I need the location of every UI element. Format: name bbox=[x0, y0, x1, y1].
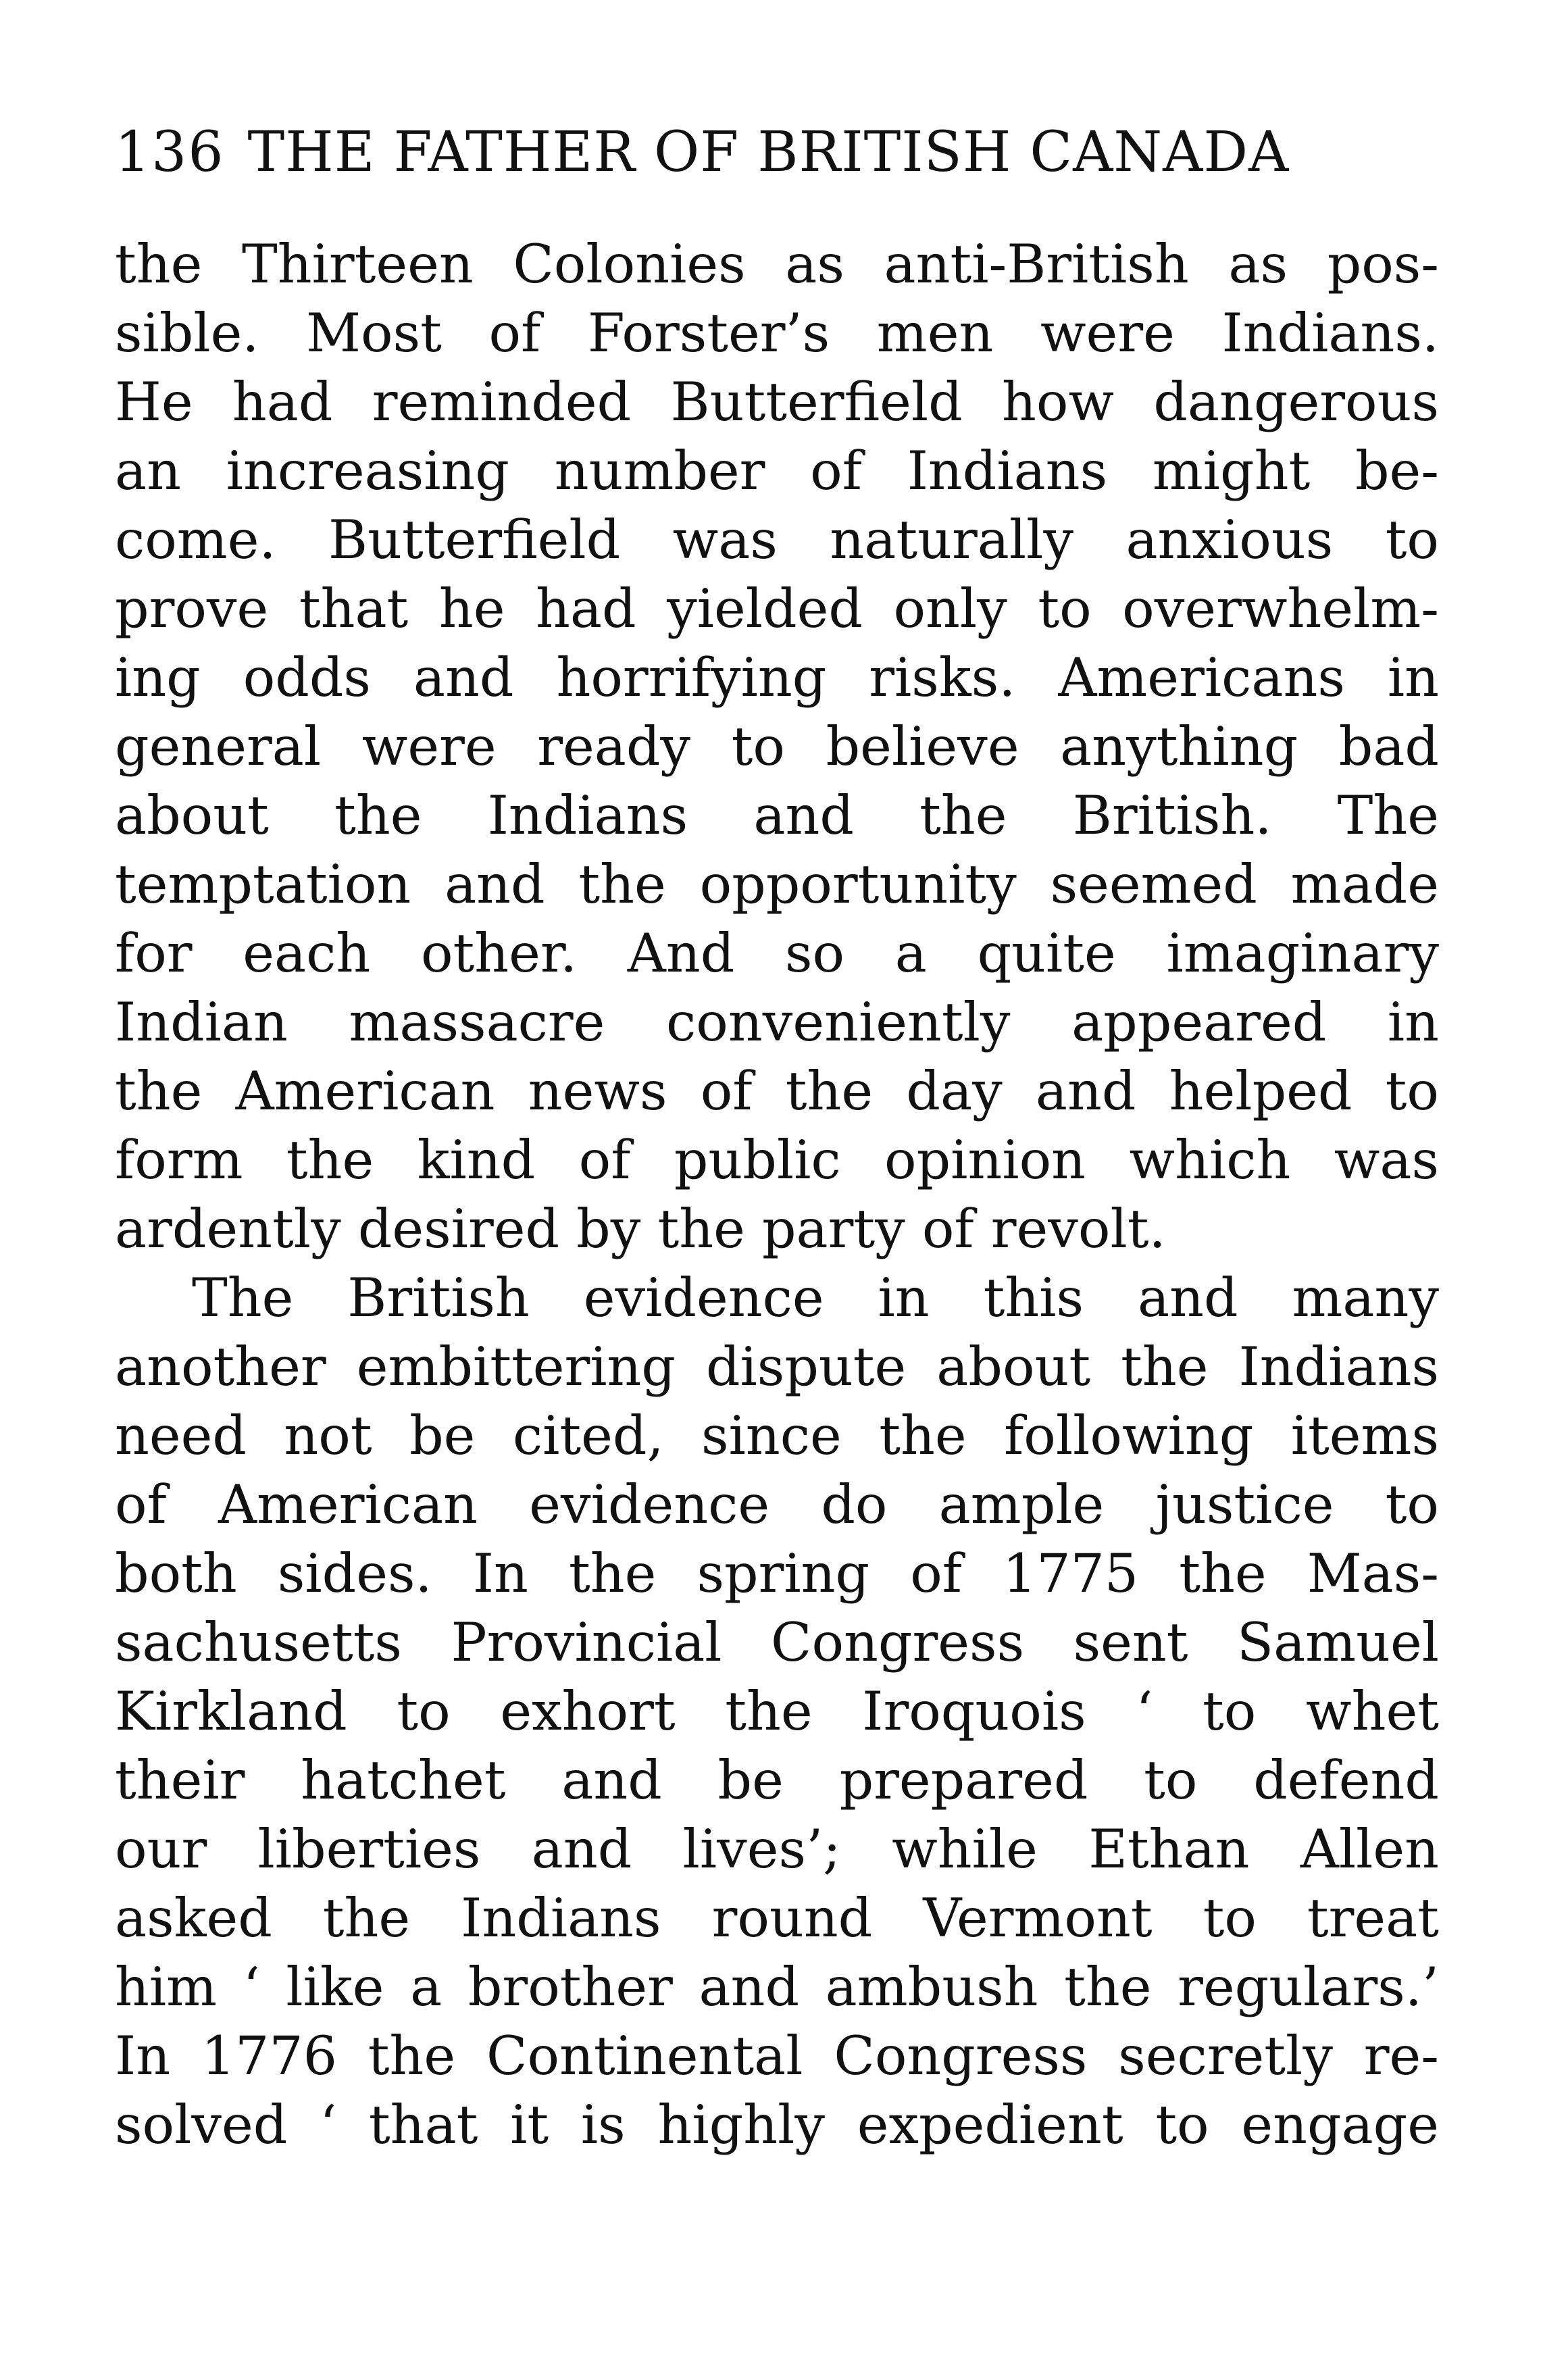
running-header bbox=[115, 112, 1439, 193]
text-line: solved ‘ that it is highly expedient to engage bbox=[115, 2094, 1439, 2156]
text-line: ing odds and horrifying risks. Americans in bbox=[115, 647, 1439, 709]
text-line: for each other. And so a quite imaginary bbox=[115, 922, 1439, 984]
text-line: prove that he had yielded only to overwhelm- bbox=[115, 578, 1439, 640]
text-line: the Thirteen Colonies as anti-British as pos- bbox=[115, 233, 1439, 295]
text-line: both sides. In the spring of 1775 the Mas- bbox=[115, 1542, 1439, 1605]
text-line: He had reminded Butterfield how dangerous bbox=[115, 371, 1439, 433]
text-line: him ‘ like a brother and ambush the regulars.’ bbox=[115, 1956, 1439, 2018]
text-line: temptation and the opportunity seemed made bbox=[115, 853, 1439, 915]
text-line: form the kind of public opinion which was bbox=[115, 1129, 1439, 1191]
text-line: come. Butterfield was naturally anxious to bbox=[115, 509, 1439, 571]
text-line: our liberties and lives’; while Ethan Allen bbox=[115, 1818, 1439, 1880]
paragraph-end-line: ardently desired by the party of revolt. bbox=[115, 1198, 1166, 1260]
text-line: In 1776 the Continental Congress secretly re- bbox=[115, 2025, 1439, 2087]
running-title: THE FATHER OF BRITISH CANADA bbox=[247, 120, 1290, 184]
text-line: need not be cited, since the following items bbox=[115, 1405, 1439, 1467]
text-line: sachusetts Provincial Congress sent Samuel bbox=[115, 1611, 1439, 1674]
text-line: of American evidence do ample justice to bbox=[115, 1474, 1439, 1536]
text-line: an increasing number of Indians might be- bbox=[115, 440, 1439, 502]
text-line: another embittering dispute about the Indians bbox=[115, 1336, 1439, 1398]
text-line: their hatchet and be prepared to defend bbox=[115, 1749, 1439, 1811]
page-number: 136 bbox=[115, 120, 225, 184]
text-line: Indian massacre conveniently appeared in bbox=[115, 991, 1439, 1053]
text-line: Kirkland to exhort the Iroquois ‘ to whet bbox=[115, 1680, 1439, 1742]
text-line: sible. Most of Forster’s men were Indians. bbox=[115, 302, 1439, 364]
text-line: about the Indians and the British. The bbox=[115, 784, 1439, 847]
text-line: asked the Indians round Vermont to treat bbox=[115, 1887, 1439, 1949]
text-line: the American news of the day and helped to bbox=[115, 1060, 1439, 1122]
paragraph-start-line: The British evidence in this and many bbox=[192, 1267, 1439, 1329]
body-text bbox=[115, 230, 1439, 2159]
text-line: general were ready to believe anything bad bbox=[115, 715, 1439, 778]
